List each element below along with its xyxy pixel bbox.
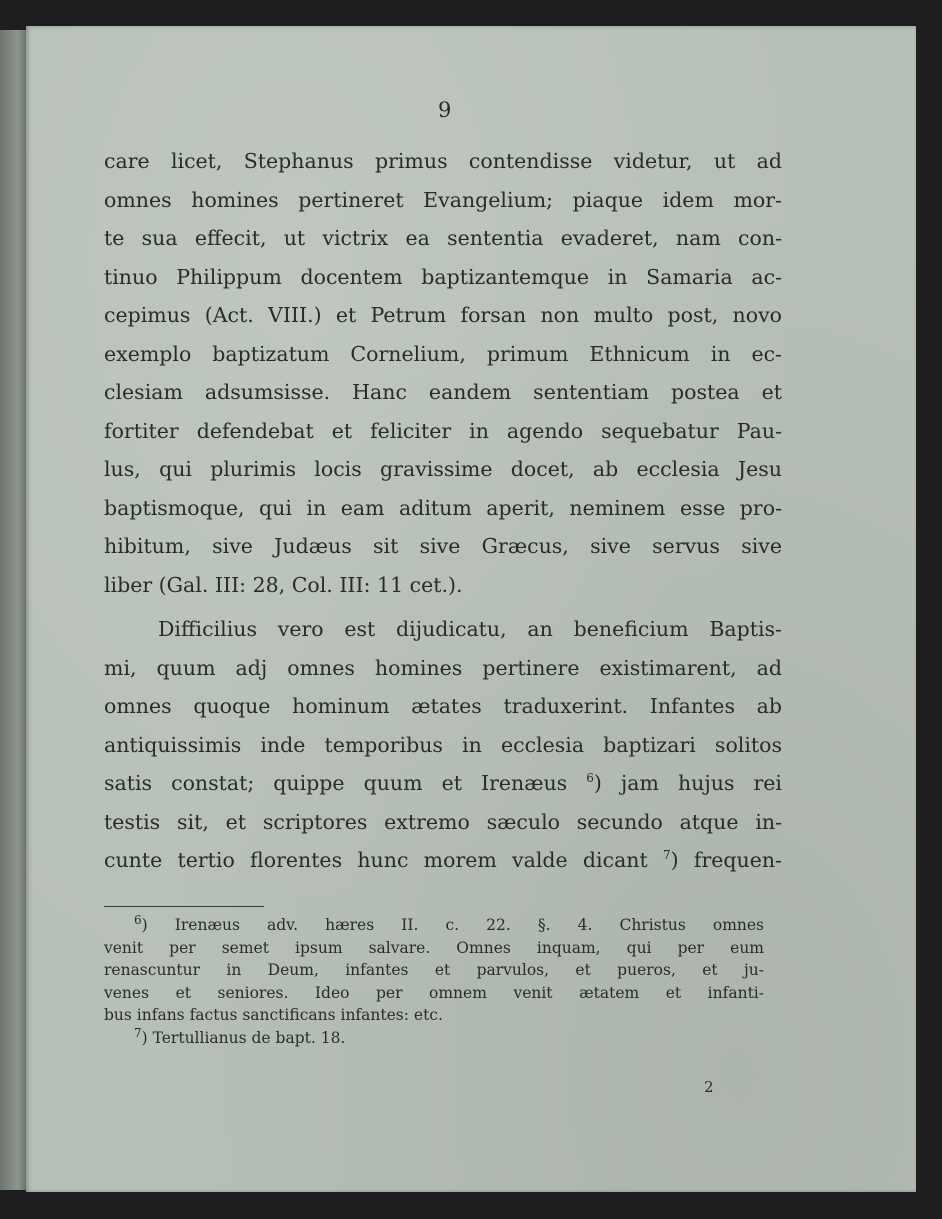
footnote-line: $^7$) Tertullianus de bapt. 18. [134, 1025, 346, 1047]
paragraph-1 [104, 142, 782, 604]
text-line: clesiam adsumsisse. Hanc eandem sententiam postea et [104, 380, 782, 404]
main-text [104, 142, 782, 880]
text-line: te sua effecit, ut victrix ea sententia evaderet, nam con- [104, 226, 782, 250]
text-line: omnes homines pertineret Evangelium; piaque idem mor- [104, 187, 782, 212]
text-segment: ) jam hujus rei [593, 771, 782, 795]
text-line: tinuo Philippum docentem baptizantemque in Samaria ac- [104, 264, 782, 289]
text-line: lus, qui plurimis locis gravissime docet, ab ecclesia Jesu [104, 457, 782, 481]
text-line: mi, quum adj omnes homines pertinere existimarent, ad [104, 655, 782, 680]
footnote-ref-7: 7 [663, 848, 671, 863]
text-line: cepimus (Act. VIII.) et Petrum forsan non multo post, novo [104, 303, 782, 327]
footnotes [104, 914, 764, 1049]
page-number: 9 [438, 98, 452, 122]
footnote-separator [104, 906, 264, 907]
text-line: liber (Gal. III: 28, Col. III: 11 cet.). [104, 572, 463, 597]
text-line: antiquissimis inde temporibus in ecclesia baptizari solitos [104, 732, 782, 757]
text-line: care licet, Stephanus primus contendisse videtur, ut ad [104, 149, 782, 173]
text-line: hibitum, sive Judæus sit sive Græcus, sive servus sive [104, 534, 782, 558]
text-line: baptismoque, qui in eam aditum aperit, neminem esse pro- [104, 495, 782, 520]
book-page [26, 26, 916, 1192]
text-line: exemplo baptizatum Cornelium, primum Ethnicum in ec- [104, 341, 782, 366]
text-line: Difficilius vero est dijudicatu, an beneficium Baptis- [158, 617, 782, 641]
text-line: fortiter defendebat et feliciter in agendo sequebatur Pau- [104, 418, 782, 443]
footnote-line: venes et seniores. Ideo per omnem venit ætatem et infanti- [104, 983, 764, 1002]
text-line-with-footnote-ref [104, 841, 782, 880]
footnote-line: $^6$) Irenæus adv. hæres II. c. 22. §. 4. Christus omnes [134, 912, 765, 934]
text-segment: cunte tertio florentes hunc morem valde dicant [104, 848, 648, 872]
text-line: testis sit, et scriptores extremo sæculo secundo atque in- [104, 809, 782, 834]
footnote-text: Tertullianus de bapt. 18. [152, 1028, 346, 1047]
text-segment: satis constat; quippe quum et Irenæus [104, 771, 568, 795]
footnote-marker-7: 7 [134, 1025, 142, 1040]
paragraph-2 [104, 610, 782, 880]
text-line: omnes quoque hominum ætates traduxerint. Infantes ab [104, 694, 782, 718]
footnote-text: Irenæus adv. hæres II. c. 22. §. 4. Christus omnes [174, 916, 765, 934]
text-line-with-footnote-ref [104, 764, 782, 803]
text-segment: ) frequen- [670, 848, 782, 872]
footnote-ref-6: 6 [586, 771, 594, 786]
footnote-line: venit per semet ipsum salvare. Omnes inquam, qui per eum [104, 938, 764, 957]
footnote-marker-6: 6 [134, 912, 142, 927]
footnote-line: bus infans factus sanctificans infantes: etc. [104, 1006, 443, 1024]
signature-mark: 2 [704, 1078, 714, 1096]
footnote-line: renascuntur in Deum, infantes et parvulos, et pueros, et ju- [104, 961, 764, 979]
